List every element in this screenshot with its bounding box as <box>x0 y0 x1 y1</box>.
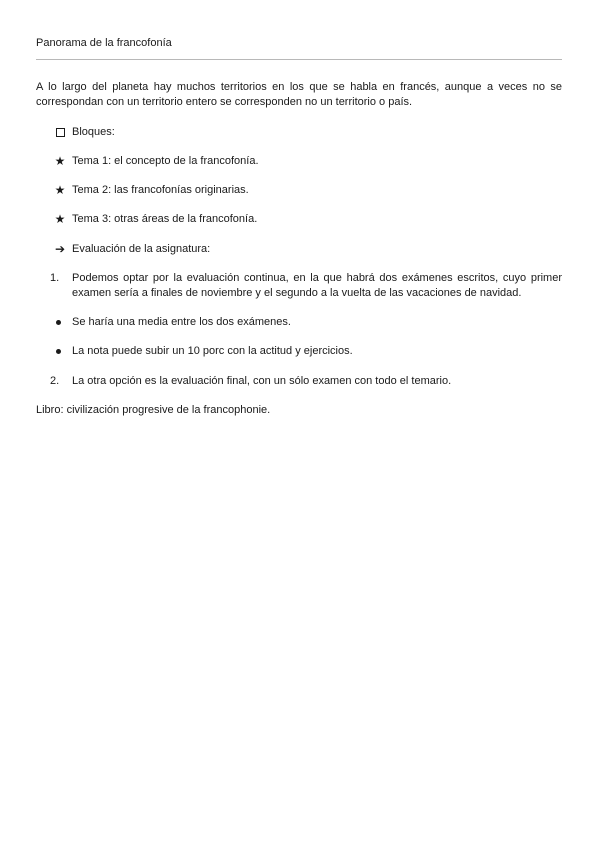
list-item-text: Se haría una media entre los dos exámenes. <box>72 316 291 328</box>
header-divider <box>36 59 562 60</box>
list-item-text: Tema 3: otras áreas de la francofonía. <box>72 213 258 225</box>
list-number: 2. <box>50 375 60 387</box>
list-item-text: Podemos optar por la evaluación continua, en la que habrá dos exámenes escritos, cuyo primer examen sería a finales de noviembre y el segundo a la vuelta de las vacaciones de navidad. <box>72 272 562 299</box>
arrow-icon: ➔ <box>54 242 66 256</box>
checkbox-icon <box>56 128 65 137</box>
page-header-title: Panorama de la francofonía <box>36 37 172 49</box>
list-item-text: Tema 1: el concepto de la francofonía. <box>72 155 259 167</box>
list-item-text: La nota puede subir un 10 porc con la actitud y ejercicios. <box>72 345 353 357</box>
bullet-icon <box>56 320 61 325</box>
list-item-text: Tema 2: las francofonías originarias. <box>72 184 249 196</box>
star-icon: ★ <box>54 212 66 226</box>
list-item-text: Bloques: <box>72 126 115 138</box>
intro-paragraph: A lo largo del planeta hay muchos territorios en los que se habla en francés, aunque a veces no se correspondan con un territorio entero se corresponden no un territorio o país. <box>36 81 562 108</box>
list-item-text: Evaluación de la asignatura: <box>72 243 211 255</box>
bullet-icon <box>56 349 61 354</box>
star-icon: ★ <box>54 154 66 168</box>
list-number: 1. <box>50 272 60 284</box>
book-reference: Libro: civilización progresive de la francophonie. <box>36 404 271 416</box>
list-item-text: La otra opción es la evaluación final, con un sólo examen con todo el temario. <box>72 375 452 387</box>
star-icon: ★ <box>54 183 66 197</box>
